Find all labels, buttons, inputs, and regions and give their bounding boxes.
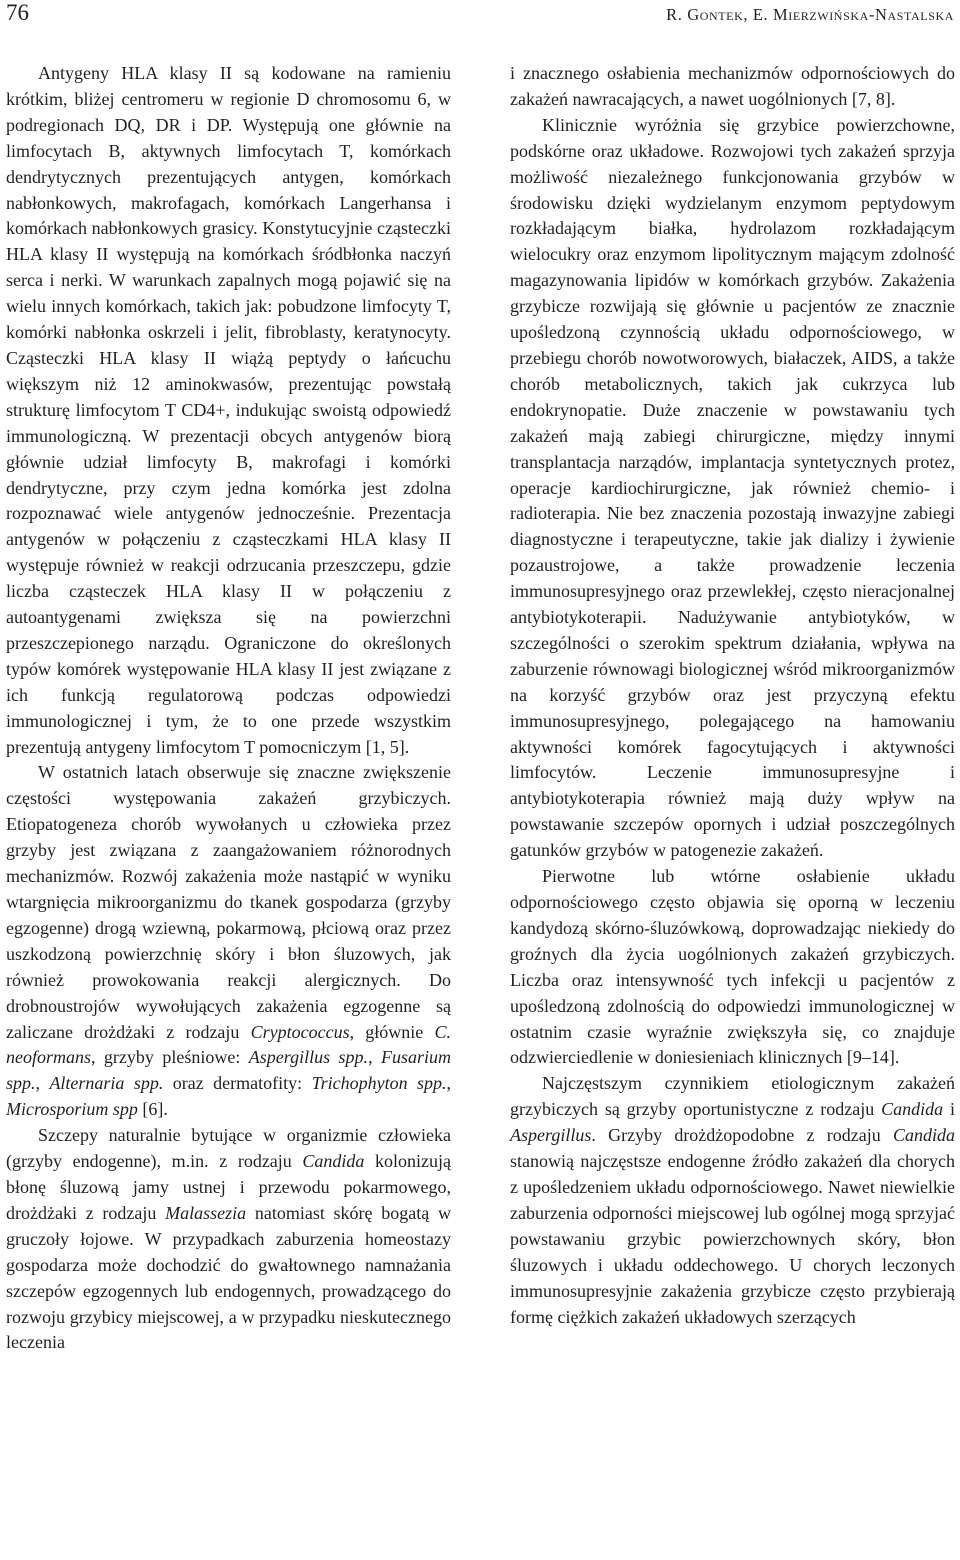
species-name: Malassezia [165,1202,247,1223]
species-name: Aspergillus [510,1125,592,1146]
text-run: . Grzyby drożdżopodobne z rodzaju [591,1125,893,1146]
text-run: kolonizują błonę śluzową jamy ustnej i przewodu pokarmowego, drożdżaki z rodzaju [6,1151,452,1223]
species-name: Microsporium spp [6,1099,138,1120]
text-run: , grzyby pleśniowe: [91,1047,249,1068]
species-name: Fusarium spp. [6,1047,452,1094]
running-head-authors: R. Gontek, E. Mierzwińska-Nastalska [666,5,954,24]
text-run: , [446,1073,451,1094]
text-run: Najczęstszym czynnikiem etiologicznym zakażeń grzybiczych są grzyby oportunistyczne z rodzaju [510,1073,955,1120]
text-run: oraz dermatofity: [163,1073,312,1094]
text-run: , [368,1047,381,1068]
left-column [6,61,451,1356]
paragraph-etiological-factors [510,1071,955,1330]
text-run: Szczepy naturalnie bytujące w organizmie człowieka (grzyby endogenne), m.in. z rodzaju [6,1125,451,1172]
paragraph-hla-class-2 [6,61,451,760]
text-run: natomiast skórę bogatą w gruczoły łojowe. W przypadkach zaburzenia homeostazy gospodarza może dochodzić do gwałtownego namnażania szczepów egzogennych lub endogennych, prowadzącego do rozwoju grzybicy miejscowej, a w przypadku nieskutecznego leczenia [6,1202,451,1353]
species-name: Aspergillus spp. [248,1047,369,1068]
page-number: 76 [6,0,29,25]
paragraph-text: Antygeny HLA klasy II są kodowane na ramieniu krótkim, bliżej centromeru w regionie D chromosomu 6, w podregionach DQ, DR i DP. Występują one głównie na limfocytach B, aktywnych limfocytach T, komórkach dendrytycznych prezentujących antygen, komórkach nabłonkowych, makrofagach, komórkach Langerhansa i komórkach nabłonkowych grasicy. Konstytucyjnie cząsteczki HLA klasy II występują na komórkach śródbłonka naczyń serca i nerki. W warunkach zapalnych mogą pojawić się na wielu innych komórkach, takich jak: pobudzone limfocyty T, komórki nabłonka oskrzeli i jelit, fibroblasty, keratynocyty. Cząsteczki HLA klasy II wiążą peptydy o łańcuchu większym niż 12 aminokwasów, prezentując powstałą strukturę limfocytom T CD4+, indukując swoistą odpowiedź immunologiczną. W prezentacji obcych antygenów biorą głównie udział limfocyty B, makrofagi i komórki dendrytyczne, przy czym jedna komórka jest zdolna rozpoznawać wiele antygenów jednocześnie. Prezentacja antygenów w połączeniu z cząsteczkami HLA klasy II występuje również w reakcji odrzucania przeszczepu, gdzie liczba cząsteczek HLA klasy II w połączeniu z autoantygenami zwiększa się na powierzchni przeszczepionego narządu. Ograniczone do określonych typów komórek występowanie HLA klasy II jest związane z ich funkcją regulatorową podczas odpowiedzi immunologicznej i tym, że to one przede wszystkim prezentują antygeny limfocytom T pomocniczym [1, 5]. [6,63,451,757]
paragraph-clinical-mycoses: Klinicznie wyróżnia się grzybice powierzchowne, podskórne oraz układowe. Rozwojowi tych zakażeń sprzyja możliwość niezależnego funkcjonowania grzybów w środowisku dzięki wydzielanym enzymom peptydowym rozkładającym białka, hydrolazom rozkładającym wielocukry oraz enzymom lipolitycznym mającym zdolność magazynowania lipidów w komórkach grzybów. Zakażenia grzybicze rozwijają się głównie u pacjentów ze znacznie upośledzoną czynnością układu odpornościowego, w przebiegu chorób nowotworowych, białaczek, AIDS, a także chorób metabolicznych, takich jak cukrzyca lub endokrynopatie. Duże znaczenie w powstawaniu tych zakażeń mają zabiegi chirurgiczne, między innymi transplantacja narządów, implantacja syntetycznych protez, operacje kardiochirurgiczne, jak również chemio- i radioterapia. Nie bez znaczenia pozostają inwazyjne zabiegi diagnostyczne i terapeutyczne, takie jak dializy i żywienie pozaustrojowe, a także prowadzenie leczenia immunosupresyjnego oraz przewlekłej, często nieracjonalnej antybiotykoterapii. Nadużywanie antybiotyków, w szczególności o szerokim spektrum działania, wpływa na zaburzenie równowagi biologicznej wśród mikroorganizmów na korzyść grzybów oraz jest przyczyną efektu immunosupresyjnego, polegającego na hamowaniu aktywności komórek fagocytujących i aktywności limfocytów. Leczenie immunosupresyjne i antybiotykoterapia również mają duży wpływ na powstawanie szczepów opornych i udział poszczególnych gatunków grzybów w patogenezie zakażeń. [510,114,955,861]
text-run: i [943,1099,955,1120]
paragraph-immune-weakness: Pierwotne lub wtórne osłabienie układu odpornościowego często objawia się oporną w leczeniu kandydozą skórno-śluzówkową, doprowadzając niekiedy do groźnych dla życia uogólnionych zakażeń grzybiczych. Liczba oraz intensywność tych infekcji u pacjentów z upośledzoną zdolnością do odpowiedzi immunologicznej w ostatnim czasie wyraźnie zwiększyła się, co znajduje odzwierciedlenie w doniesieniach klinicznych [9–14]. [510,866,955,1068]
species-name: Candida [881,1099,944,1120]
species-name: Alternaria spp. [49,1073,164,1094]
species-name: Candida [302,1151,365,1172]
species-name: Cryptococcus [250,1021,350,1042]
text-run: W ostatnich latach obserwuje się znaczne zwiększenie częstości występowania zakażeń grzybiczych. Etiopatogeneza chorób wywołanych u człowieka przez grzyby jest związana z zaangażowaniem różnorodnych mechanizmów. Rozwój zakażenia może nastąpić w wyniku wtargnięcia mikroorganizmu do tkanek gospodarza (grzyby egzogenne) drogą wziewną, pokarmową, płciową oraz przez uszkodzoną powierzchnię skóry i błon śluzowych, jak również prowokowania reakcji alergicznych. Do drobnoustrojów wywołujących zakażenia egzogenne są zaliczane drożdżaki z rodzaju [6,762,451,1042]
text-run: [6]. [137,1099,168,1120]
text-run: , [35,1073,50,1094]
species-name: C. neoformans [6,1021,451,1068]
text-run: stanowią najczęstsze endogenne źródło zakażeń dla chorych z upośledzeniem układu odpornościowego. Nawet niewielkie zaburzenia odporności miejscowej lub ogólnej mogą sprzyjać powstawaniu grzybic powierzchownych skóry, błon śluzowych i układu oddechowego. U chorych leczonych immunosupresyjnie zakażenia grzybicze często przybierają formę ciężkich zakażeń układowych szerzących [510,1151,955,1327]
text-run: , głównie [349,1021,435,1042]
paragraph-fungal-infections [6,760,451,1123]
right-column [510,61,955,1330]
species-name: Trichophyton spp. [311,1073,447,1094]
page-header [0,0,960,30]
paragraph-endogenous-fungi [6,1123,451,1356]
species-name: Candida [892,1125,955,1146]
paragraph-continuation: i znacznego osłabienia mechanizmów odpornościowych do zakażeń nawracających, a nawet uogólnionych [7, 8]. [510,63,955,109]
